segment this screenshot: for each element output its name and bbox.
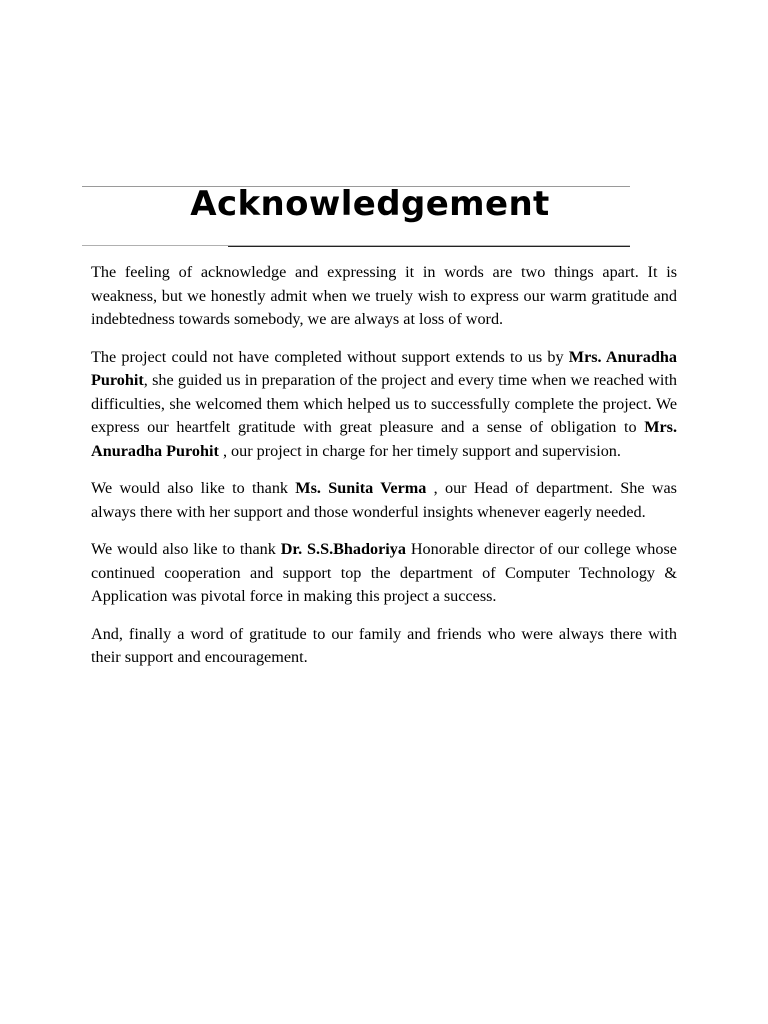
paragraph-2-text-a: The project could not have completed without support extends to us by: [91, 347, 569, 366]
document-body: [91, 261, 677, 684]
paragraph-2-name-b: Mrs. Anuradha Purohit: [91, 418, 677, 460]
paragraph-4: [91, 538, 677, 609]
paragraph-3-name: Ms. Sunita Verma: [295, 479, 427, 497]
paragraph-5: [91, 623, 677, 670]
paragraph-3: [91, 477, 677, 524]
title-bottom-rule: [228, 246, 630, 247]
paragraph-4-text-a: We would also like to thank: [91, 540, 281, 558]
paragraph-2-text-c: , our project in charge for her timely support and supervision.: [218, 441, 621, 460]
paragraph-4-text-b: Honorable director of our college whose continued cooperation and support top the department of Computer Technology & Application was pivotal force in making this project a success.: [91, 540, 677, 605]
paragraph-1: [91, 261, 677, 332]
paragraph-2-text-b: , she guided us in preparation of the project and every time when we reached with difficulties, she welcomed them which helped us to successfully complete the project. We express our heartfelt gratitude with great pleasure and a sense of obligation to: [91, 371, 677, 436]
paragraph-4-name: Dr. S.S.Bhadoriya: [280, 540, 406, 558]
paragraph-1-text: The feeling of acknowledge and expressing it in words are two things apart. It is weakness, but we honestly admit when we truely wish to express our warm gratitude and indebtedness towards somebody, we are always at loss of word.: [91, 263, 677, 328]
paragraph-2: [91, 346, 677, 464]
paragraph-3-text-a: We would also like to thank: [91, 479, 296, 497]
page-title: Acknowledgement: [190, 184, 550, 224]
paragraph-3-text-b: , our Head of department. She was always there with her support and those wonderful insights whenever eagerly needed.: [91, 479, 677, 521]
paragraph-5-text: And, finally a word of gratitude to our family and friends who were always there with their support and encouragement.: [91, 624, 677, 666]
paragraph-2-name-a: Mrs. Anuradha Purohit: [91, 347, 677, 389]
